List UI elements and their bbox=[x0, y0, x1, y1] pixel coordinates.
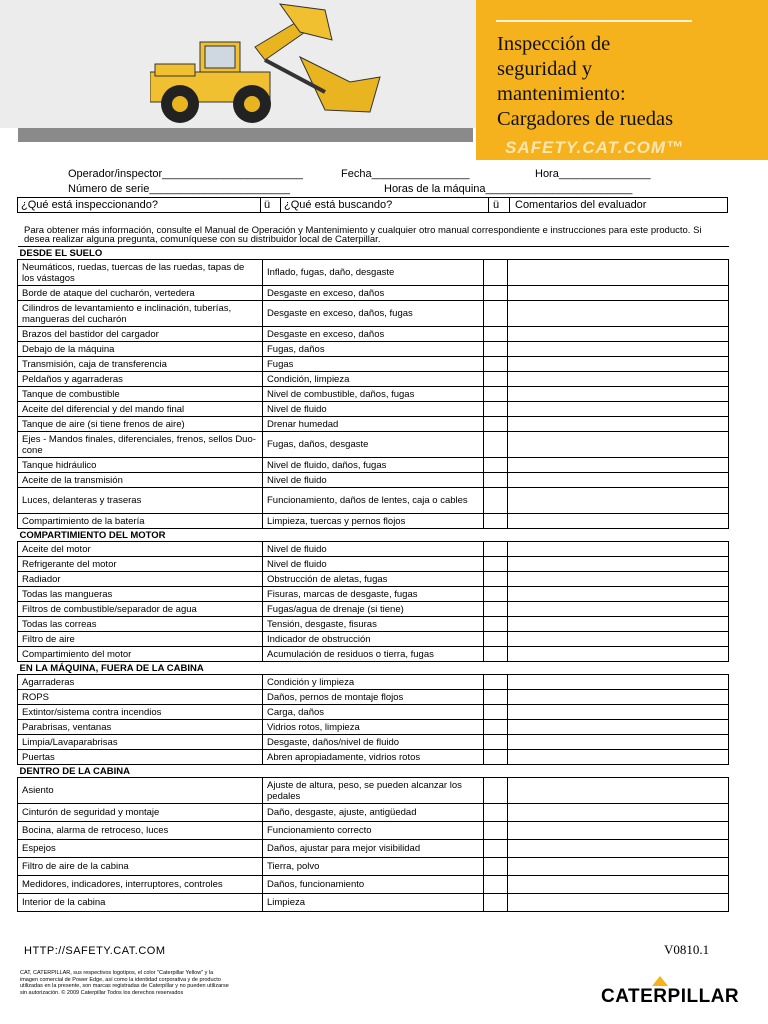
check-for: Indicador de obstrucción bbox=[263, 632, 484, 647]
check-box[interactable] bbox=[484, 488, 508, 514]
check-for: Nivel de combustible, daños, fugas bbox=[263, 387, 484, 402]
footer-url-link[interactable]: HTTP://SAFETY.CAT.COM bbox=[24, 945, 166, 957]
check-box[interactable] bbox=[484, 675, 508, 690]
date-field[interactable]: Fecha________________ bbox=[341, 168, 470, 180]
inspect-item: Puertas bbox=[18, 750, 263, 765]
page-title: Inspección de seguridad y mantenimiento: Cargadores de ruedas bbox=[497, 33, 674, 130]
comment-cell[interactable] bbox=[508, 894, 729, 912]
check-box[interactable] bbox=[484, 432, 508, 458]
table-row bbox=[18, 876, 729, 894]
comment-cell[interactable] bbox=[508, 488, 729, 514]
table-row bbox=[18, 286, 729, 301]
check-for: Fugas, daños bbox=[263, 342, 484, 357]
check-box[interactable] bbox=[484, 542, 508, 557]
comment-cell[interactable] bbox=[508, 301, 729, 327]
check-for: Daños, ajustar para mejor visibilidad bbox=[263, 840, 484, 858]
comment-cell[interactable] bbox=[508, 876, 729, 894]
inspect-item: Transmisión, caja de transferencia bbox=[18, 357, 263, 372]
table-row bbox=[18, 473, 729, 488]
check-for: Funcionamiento, daños de lentes, caja o cables bbox=[263, 488, 484, 514]
inspect-item: Radiador bbox=[18, 572, 263, 587]
check-box[interactable] bbox=[484, 750, 508, 765]
table-row bbox=[18, 894, 729, 912]
section-header-row bbox=[18, 529, 729, 542]
comment-cell[interactable] bbox=[508, 357, 729, 372]
check-for: Limpieza, tuercas y pernos flojos bbox=[263, 514, 484, 529]
comment-cell[interactable] bbox=[508, 840, 729, 858]
table-row bbox=[18, 372, 729, 387]
check-box[interactable] bbox=[484, 587, 508, 602]
inspect-item: Brazos del bastidor del cargador bbox=[18, 327, 263, 342]
table-row bbox=[18, 432, 729, 458]
section-header-row bbox=[18, 662, 729, 675]
check-for: Condición, limpieza bbox=[263, 372, 484, 387]
check-for: Desgaste en exceso, daños, fugas bbox=[263, 301, 484, 327]
check-box[interactable] bbox=[484, 858, 508, 876]
check-for: Daño, desgaste, ajuste, antigüedad bbox=[263, 804, 484, 822]
check-for: Fugas/agua de drenaje (si tiene) bbox=[263, 602, 484, 617]
check-for: Nivel de fluido bbox=[263, 402, 484, 417]
inspect-item: Debajo de la máquina bbox=[18, 342, 263, 357]
caterpillar-logo: CATERPILLAR bbox=[601, 986, 740, 1007]
inspect-item: Peldaños y agarraderas bbox=[18, 372, 263, 387]
inspect-item: Asiento bbox=[18, 778, 263, 804]
check-for: Nivel de fluido bbox=[263, 473, 484, 488]
table-row bbox=[18, 617, 729, 632]
comment-cell[interactable] bbox=[508, 720, 729, 735]
table-row bbox=[18, 822, 729, 840]
inspect-item: Luces, delanteras y traseras bbox=[18, 488, 263, 514]
check-for: Daños, funcionamiento bbox=[263, 876, 484, 894]
check-for: Inflado, fugas, daño, desgaste bbox=[263, 260, 484, 286]
check-for: Nivel de fluido, daños, fugas bbox=[263, 458, 484, 473]
check-box[interactable] bbox=[484, 301, 508, 327]
divider bbox=[280, 198, 281, 212]
comment-cell[interactable] bbox=[508, 260, 729, 286]
comment-cell[interactable] bbox=[508, 858, 729, 876]
table-row bbox=[18, 602, 729, 617]
check-box[interactable] bbox=[484, 647, 508, 662]
col-comments: Comentarios del evaluador bbox=[515, 199, 647, 211]
inspect-item: Tanque de aire (si tiene frenos de aire) bbox=[18, 417, 263, 432]
check-box[interactable] bbox=[484, 840, 508, 858]
inspect-item: Extintor/sistema contra incendios bbox=[18, 705, 263, 720]
table-row bbox=[18, 488, 729, 514]
check-box[interactable] bbox=[484, 260, 508, 286]
col-looking: ¿Qué está buscando? bbox=[284, 199, 393, 211]
divider bbox=[260, 198, 261, 212]
comment-cell[interactable] bbox=[508, 342, 729, 357]
inspection-table bbox=[17, 246, 729, 912]
check-box[interactable] bbox=[484, 617, 508, 632]
section-title: DESDE EL SUELO bbox=[18, 247, 729, 260]
inspect-item: Aceite del motor bbox=[18, 542, 263, 557]
check-box[interactable] bbox=[484, 602, 508, 617]
check-box[interactable] bbox=[484, 822, 508, 840]
table-row bbox=[18, 572, 729, 587]
check-for: Fisuras, marcas de desgaste, fugas bbox=[263, 587, 484, 602]
comment-cell[interactable] bbox=[508, 690, 729, 705]
check-for: Fugas, daños, desgaste bbox=[263, 432, 484, 458]
check-box[interactable] bbox=[484, 417, 508, 432]
inspect-item: Compartimiento del motor bbox=[18, 647, 263, 662]
table-row bbox=[18, 301, 729, 327]
comment-cell[interactable] bbox=[508, 572, 729, 587]
inspect-item: Limpia/Lavaparabrisas bbox=[18, 735, 263, 750]
inspect-item: Interior de la cabina bbox=[18, 894, 263, 912]
safety-logo: SAFETY.CAT.COM™ bbox=[505, 138, 685, 157]
comment-cell[interactable] bbox=[508, 617, 729, 632]
check-box[interactable] bbox=[484, 632, 508, 647]
version-label: V0810.1 bbox=[664, 942, 710, 957]
comment-cell[interactable] bbox=[508, 557, 729, 572]
table-row bbox=[18, 342, 729, 357]
wheel-loader-illustration bbox=[150, 2, 410, 124]
header-grey-bar bbox=[18, 128, 473, 142]
table-row bbox=[18, 632, 729, 647]
table-row bbox=[18, 735, 729, 750]
inspect-item: Compartimiento de la batería bbox=[18, 514, 263, 529]
section-header-row bbox=[18, 765, 729, 778]
table-row bbox=[18, 690, 729, 705]
title-panel bbox=[476, 0, 768, 160]
check-for: Carga, daños bbox=[263, 705, 484, 720]
machine-hours-field[interactable]: Horas de la máquina________________________ bbox=[384, 183, 633, 195]
inspect-item: Filtro de aire de la cabina bbox=[18, 858, 263, 876]
inspect-item: Refrigerante del motor bbox=[18, 557, 263, 572]
comment-cell[interactable] bbox=[508, 417, 729, 432]
comment-cell[interactable] bbox=[508, 327, 729, 342]
inspect-item: Filtro de aire bbox=[18, 632, 263, 647]
column-header-row bbox=[17, 197, 728, 213]
table-row bbox=[18, 675, 729, 690]
comment-cell[interactable] bbox=[508, 458, 729, 473]
serial-number-field[interactable]: Número de serie_______________________ bbox=[68, 183, 291, 195]
check-for: Desgaste en exceso, daños bbox=[263, 286, 484, 301]
caterpillar-triangle-icon bbox=[652, 976, 668, 986]
inspect-item: Cilindros de levantamiento e inclinación, tuberías, mangueras del cucharón bbox=[18, 301, 263, 327]
comment-cell[interactable] bbox=[508, 705, 729, 720]
table-row bbox=[18, 260, 729, 286]
inspect-item: Ejes - Mandos finales, diferenciales, frenos, sellos Duo-cone bbox=[18, 432, 263, 458]
check-for: Acumulación de residuos o tierra, fugas bbox=[263, 647, 484, 662]
comment-cell[interactable] bbox=[508, 387, 729, 402]
inspect-item: ROPS bbox=[18, 690, 263, 705]
table-row bbox=[18, 778, 729, 804]
inspect-item: Cinturón de seguridad y montaje bbox=[18, 804, 263, 822]
inspect-item: Agarraderas bbox=[18, 675, 263, 690]
time-field[interactable]: Hora_______________ bbox=[535, 168, 651, 180]
table-row bbox=[18, 327, 729, 342]
check-for: Ajuste de altura, peso, se pueden alcanzar los pedales bbox=[263, 778, 484, 804]
section-title: COMPARTIMIENTO DEL MOTOR bbox=[18, 529, 729, 542]
inspect-item: Filtros de combustible/separador de agua bbox=[18, 602, 263, 617]
inspect-item: Medidores, indicadores, interruptores, controles bbox=[18, 876, 263, 894]
check-for: Nivel de fluido bbox=[263, 557, 484, 572]
check-box[interactable] bbox=[484, 778, 508, 804]
check-box[interactable] bbox=[484, 387, 508, 402]
divider bbox=[509, 198, 510, 212]
col-inspecting: ¿Qué está inspeccionando? bbox=[21, 199, 158, 211]
comment-cell[interactable] bbox=[508, 542, 729, 557]
comment-cell[interactable] bbox=[508, 647, 729, 662]
check-for: Tierra, polvo bbox=[263, 858, 484, 876]
table-row bbox=[18, 542, 729, 557]
check-box[interactable] bbox=[484, 690, 508, 705]
table-row bbox=[18, 720, 729, 735]
check-box[interactable] bbox=[484, 402, 508, 417]
section-header-row bbox=[18, 247, 729, 260]
table-row bbox=[18, 387, 729, 402]
check-for: Condición y limpieza bbox=[263, 675, 484, 690]
check-for: Abren apropiadamente, vidrios rotos bbox=[263, 750, 484, 765]
inspect-item: Aceite de la transmisión bbox=[18, 473, 263, 488]
check-for: Desgaste, daños/nivel de fluido bbox=[263, 735, 484, 750]
comment-cell[interactable] bbox=[508, 432, 729, 458]
comment-cell[interactable] bbox=[508, 402, 729, 417]
operator-field[interactable]: Operador/inspector_______________________ bbox=[68, 168, 303, 180]
check-box[interactable] bbox=[484, 372, 508, 387]
inspect-item: Espejos bbox=[18, 840, 263, 858]
check-box[interactable] bbox=[484, 705, 508, 720]
inspect-item: Aceite del diferencial y del mando final bbox=[18, 402, 263, 417]
table-row bbox=[18, 458, 729, 473]
table-row bbox=[18, 357, 729, 372]
comment-cell[interactable] bbox=[508, 778, 729, 804]
check-for: Tensión, desgaste, fisuras bbox=[263, 617, 484, 632]
check-for: Drenar humedad bbox=[263, 417, 484, 432]
check-for: Desgaste en exceso, daños bbox=[263, 327, 484, 342]
check-for: Daños, pernos de montaje flojos bbox=[263, 690, 484, 705]
comment-cell[interactable] bbox=[508, 735, 729, 750]
check-box[interactable] bbox=[484, 286, 508, 301]
col-check-1: ü bbox=[264, 199, 271, 211]
check-box[interactable] bbox=[484, 557, 508, 572]
inspect-item: Tanque de combustible bbox=[18, 387, 263, 402]
check-box[interactable] bbox=[484, 876, 508, 894]
inspect-item: Neumáticos, ruedas, tuercas de las ruedas, tapas de los vástagos bbox=[18, 260, 263, 286]
check-box[interactable] bbox=[484, 735, 508, 750]
comment-cell[interactable] bbox=[508, 372, 729, 387]
check-box[interactable] bbox=[484, 572, 508, 587]
check-box[interactable] bbox=[484, 327, 508, 342]
inspect-item: Todas las correas bbox=[18, 617, 263, 632]
check-box[interactable] bbox=[484, 514, 508, 529]
inspect-item: Todas las mangueras bbox=[18, 587, 263, 602]
table-row bbox=[18, 587, 729, 602]
check-box[interactable] bbox=[484, 473, 508, 488]
section-title: DENTRO DE LA CABINA bbox=[18, 765, 729, 778]
check-box[interactable] bbox=[484, 458, 508, 473]
comment-cell[interactable] bbox=[508, 822, 729, 840]
check-box[interactable] bbox=[484, 342, 508, 357]
comment-cell[interactable] bbox=[508, 473, 729, 488]
comment-cell[interactable] bbox=[508, 632, 729, 647]
comment-cell[interactable] bbox=[508, 514, 729, 529]
divider bbox=[488, 198, 489, 212]
comment-cell[interactable] bbox=[508, 286, 729, 301]
check-for: Limpieza bbox=[263, 894, 484, 912]
comment-cell[interactable] bbox=[508, 750, 729, 765]
table-row bbox=[18, 514, 729, 529]
table-row bbox=[18, 750, 729, 765]
check-box[interactable] bbox=[484, 357, 508, 372]
table-row bbox=[18, 647, 729, 662]
inspect-item: Tanque hidráulico bbox=[18, 458, 263, 473]
table-row bbox=[18, 417, 729, 432]
section-title: EN LA MÁQUINA, FUERA DE LA CABINA bbox=[18, 662, 729, 675]
check-box[interactable] bbox=[484, 894, 508, 912]
table-row bbox=[18, 557, 729, 572]
table-row bbox=[18, 402, 729, 417]
col-check-2: ü bbox=[493, 199, 500, 211]
check-for: Obstrucción de aletas, fugas bbox=[263, 572, 484, 587]
comment-cell[interactable] bbox=[508, 587, 729, 602]
table-row bbox=[18, 804, 729, 822]
intro-text: Para obtener más información, consulte el Manual de Operación y Mantenimiento y cualquier otro manual correspondiente e instrucciones para este producto. Si desea realizar alguna pregunta, comuníquese con su distribuidor local de Caterpillar. bbox=[24, 225, 702, 245]
check-box[interactable] bbox=[484, 804, 508, 822]
check-box[interactable] bbox=[484, 720, 508, 735]
inspect-item: Parabrisas, ventanas bbox=[18, 720, 263, 735]
title-rule bbox=[496, 20, 692, 22]
check-for: Vidrios rotos, limpieza bbox=[263, 720, 484, 735]
table-row bbox=[18, 705, 729, 720]
inspect-item: Bocina, alarma de retroceso, luces bbox=[18, 822, 263, 840]
check-for: Funcionamiento correcto bbox=[263, 822, 484, 840]
check-for: Nivel de fluido bbox=[263, 542, 484, 557]
legal-text: CAT, CATERPILLAR, sus respectivos logotipos, el color "Caterpillar Yellow" y la imagen comercial de Power Edge, así como la identidad corporativa y de producto utilizadas en la presente, son marcas registradas de Caterpillar y no pueden utilizarse sin autorización. © 2009 Caterpillar Todos los derechos reservados bbox=[20, 970, 229, 996]
check-for: Fugas bbox=[263, 357, 484, 372]
inspect-item: Borde de ataque del cucharón, vertedera bbox=[18, 286, 263, 301]
comment-cell[interactable] bbox=[508, 804, 729, 822]
table-row bbox=[18, 858, 729, 876]
table-row bbox=[18, 840, 729, 858]
comment-cell[interactable] bbox=[508, 602, 729, 617]
comment-cell[interactable] bbox=[508, 675, 729, 690]
